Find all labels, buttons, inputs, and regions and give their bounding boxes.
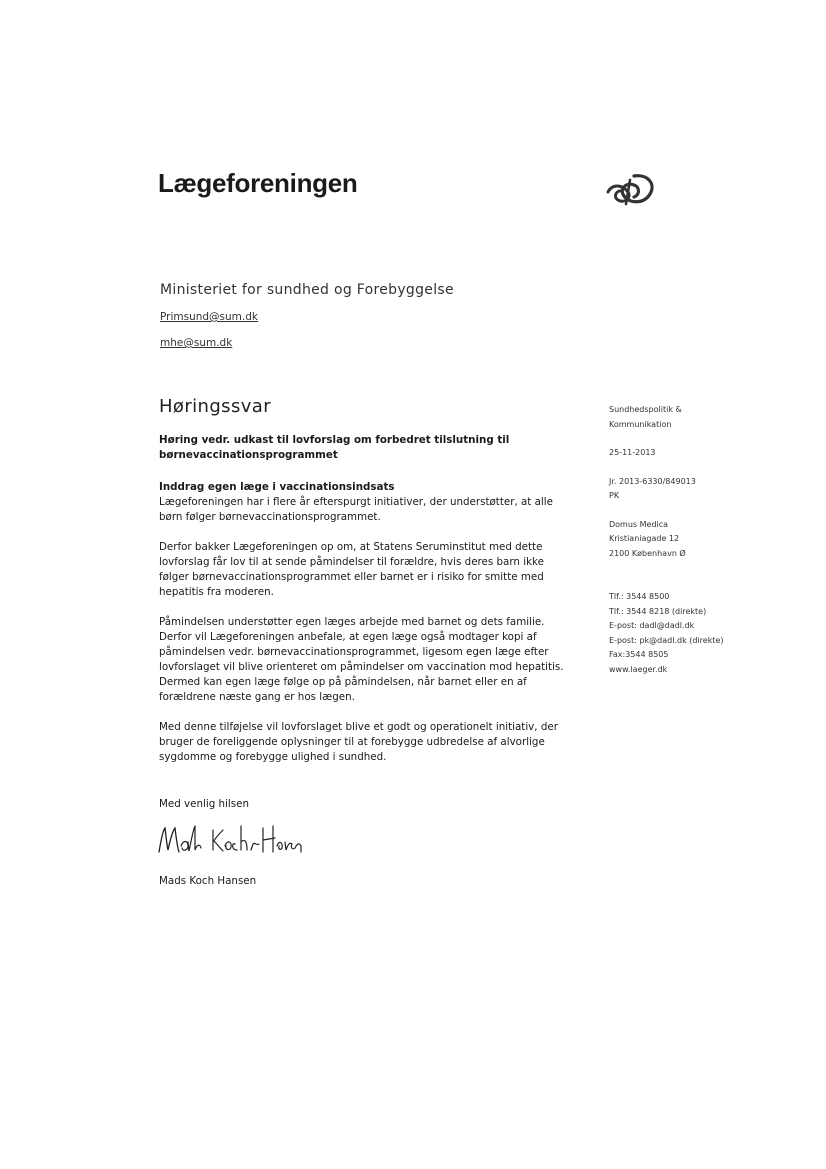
fax-number: Fax:3544 8505 (609, 650, 669, 659)
recipient-email-secondary[interactable]: mhe@sum.dk (160, 337, 233, 349)
address-name: Domus Medica (609, 519, 669, 529)
address-street: Kristianiagade 12 (609, 534, 680, 543)
email-main: E-post: dadl@dadl.dk (609, 621, 695, 630)
sender-info-sidebar (609, 403, 799, 677)
paragraph-3: Påmindelsen understøtter egen læges arbejde med barnet og dets familie. Derfor vil Lægeforeningen anbefale, at egen læge også modtager kopi af påmindelsen vedr. børnevaccinationsprogrammet, ligesom egen læge efter lovforslaget vil blive orienteret om påmindelser om vaccination mod hepatitis. Dermed kan egen læge følge op på påmindelsen, når barnet eller en af forældrene næste gang er hos lægen. (159, 616, 564, 703)
department-line-2: Kommunikation (609, 419, 672, 429)
paragraph-4: Med denne tilføjelse vil lovforslaget blive et godt og operationelt initiativ, der bruger de foreliggende oplysninger til at forebygge udbredelse af alvorlige sygdomme og forebygge ulighed i sundhed. (159, 721, 558, 763)
closing-greeting: Med venlig hilsen (159, 798, 249, 810)
letter-subject (159, 433, 569, 463)
sender-initials: PK (609, 491, 620, 500)
organization-name: Lægeforeningen (158, 168, 358, 198)
paragraph-1: Lægeforeningen har i flere år efterspurgt initiativer, der understøtter, at alle børn følger børnevaccinationsprogrammet. (159, 496, 553, 523)
address-city: 2100 København Ø (609, 548, 686, 558)
recipient-email-primary[interactable]: Primsund@sum.dk (160, 311, 258, 323)
website-link[interactable]: www.laeger.dk (609, 664, 668, 674)
caduceus-serpent-icon (604, 170, 656, 210)
handwritten-signature (155, 820, 305, 862)
section-title: Inddrag egen læge i vaccinationsindsats (159, 481, 395, 493)
subject-line-1: Høring vedr. udkast til lovforslag om forbedret tilslutning til (159, 434, 510, 446)
email-direct: E-post: pk@dadl.dk (direkte) (609, 635, 724, 645)
phone-main: Tlf.: 3544 8500 (609, 592, 670, 601)
paragraph-2: Derfor bakker Lægeforeningen op om, at Statens Seruminstitut med dette lovforslag får lov til at sende påmindelser til forældre, hvis deres barn ikke følger børnevaccinationsprogrammet eller barnet er i risiko for smitte med hepatitis fra moderen. (159, 541, 544, 598)
letter-date: 25-11-2013 (609, 448, 656, 457)
subject-line-2: børnevaccinationsprogrammet (159, 449, 338, 461)
letter-heading: Høringssvar (159, 396, 272, 417)
phone-direct: Tlf.: 3544 8218 (direkte) (609, 606, 707, 616)
journal-number: Jr. 2013-6330/849013 (609, 476, 696, 486)
signer-name: Mads Koch Hansen (159, 875, 257, 887)
letter-body (159, 433, 569, 780)
recipient-name: Ministeriet for sundhed og Forebyggelse (160, 282, 454, 298)
department-line-1: Sundhedspolitik & (609, 405, 682, 414)
